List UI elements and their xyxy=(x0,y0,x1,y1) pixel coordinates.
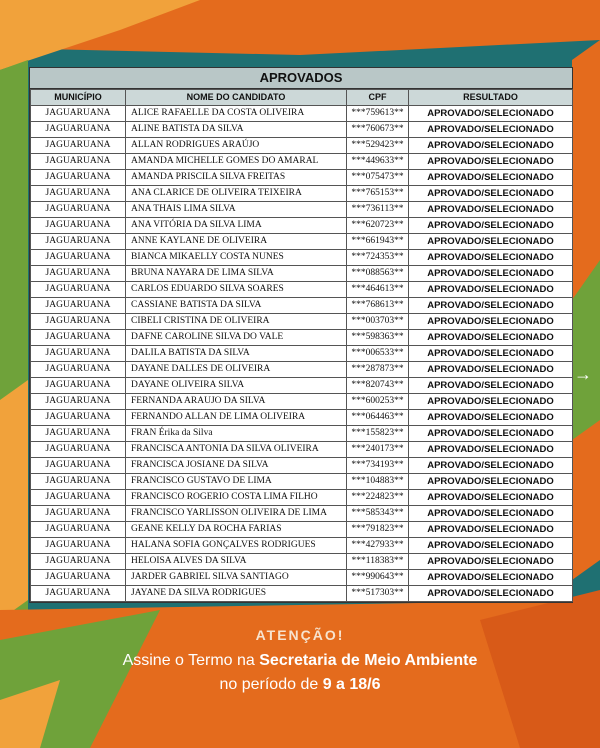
header-cpf: CPF xyxy=(347,90,409,106)
cell-cpf: ***064463** xyxy=(347,410,409,426)
table-row xyxy=(31,138,573,154)
cell-cpf: ***155823** xyxy=(347,426,409,442)
table-row xyxy=(31,522,573,538)
cell-municipio: JAGUARUANA xyxy=(31,442,126,458)
table-row xyxy=(31,266,573,282)
table-row xyxy=(31,426,573,442)
cell-nome: DALILA BATISTA DA SILVA xyxy=(126,346,347,362)
cell-nome: ALINE BATISTA DA SILVA xyxy=(126,122,347,138)
cell-cpf: ***449633** xyxy=(347,154,409,170)
cell-resultado: APROVADO/SELECIONADO xyxy=(409,490,573,506)
table-row xyxy=(31,346,573,362)
cell-resultado: APROVADO/SELECIONADO xyxy=(409,410,573,426)
cell-municipio: JAGUARUANA xyxy=(31,106,126,122)
table-row xyxy=(31,378,573,394)
table-row xyxy=(31,122,573,138)
notice-dates: 9 a 18/6 xyxy=(322,676,381,693)
cell-nome: DAYANE DALLES DE OLIVEIRA xyxy=(126,362,347,378)
cell-nome: FRANCISCO YARLISSON OLIVEIRA DE LIMA xyxy=(126,506,347,522)
cell-resultado: APROVADO/SELECIONADO xyxy=(409,138,573,154)
cell-nome: ALLAN RODRIGUES ARAÚJO xyxy=(126,138,347,154)
cell-municipio: JAGUARUANA xyxy=(31,346,126,362)
cell-nome: FRANCISCO GUSTAVO DE LIMA xyxy=(126,474,347,490)
cell-resultado: APROVADO/SELECIONADO xyxy=(409,538,573,554)
notice-line-2 xyxy=(0,676,600,694)
cell-cpf: ***598363** xyxy=(347,330,409,346)
cell-municipio: JAGUARUANA xyxy=(31,538,126,554)
table-row xyxy=(31,362,573,378)
cell-nome: ALICE RAFAELLE DA COSTA OLIVEIRA xyxy=(126,106,347,122)
cell-cpf: ***759613** xyxy=(347,106,409,122)
cell-cpf: ***427933** xyxy=(347,538,409,554)
cell-resultado: APROVADO/SELECIONADO xyxy=(409,314,573,330)
table-row xyxy=(31,506,573,522)
cell-municipio: JAGUARUANA xyxy=(31,282,126,298)
table-row xyxy=(31,298,573,314)
table-row xyxy=(31,218,573,234)
cell-municipio: JAGUARUANA xyxy=(31,138,126,154)
cell-municipio: JAGUARUANA xyxy=(31,186,126,202)
cell-cpf: ***736113** xyxy=(347,202,409,218)
cell-municipio: JAGUARUANA xyxy=(31,266,126,282)
notice-line-2-text: no período de xyxy=(219,676,323,693)
cell-resultado: APROVADO/SELECIONADO xyxy=(409,362,573,378)
cell-resultado: APROVADO/SELECIONADO xyxy=(409,122,573,138)
cell-resultado: APROVADO/SELECIONADO xyxy=(409,282,573,298)
cell-resultado: APROVADO/SELECIONADO xyxy=(409,474,573,490)
cell-nome: CASSIANE BATISTA DA SILVA xyxy=(126,298,347,314)
cell-nome: AMANDA PRISCILA SILVA FREITAS xyxy=(126,170,347,186)
cell-nome: JAYANE DA SILVA RODRIGUES xyxy=(126,586,347,602)
cell-nome: ANA THAIS LIMA SILVA xyxy=(126,202,347,218)
cell-resultado: APROVADO/SELECIONADO xyxy=(409,442,573,458)
cell-nome: BRUNA NAYARA DE LIMA SILVA xyxy=(126,266,347,282)
cell-resultado: APROVADO/SELECIONADO xyxy=(409,346,573,362)
attention-heading: ATENÇÃO! xyxy=(255,627,345,643)
cell-nome: DAFNE CAROLINE SILVA DO VALE xyxy=(126,330,347,346)
table-row xyxy=(31,474,573,490)
table-header-row xyxy=(31,90,573,106)
cell-cpf: ***768613** xyxy=(347,298,409,314)
notice-secretaria: Secretaria de Meio Ambiente xyxy=(259,652,478,669)
cell-municipio: JAGUARUANA xyxy=(31,170,126,186)
cell-nome: FRANCISCA JOSIANE DA SILVA xyxy=(126,458,347,474)
cell-municipio: JAGUARUANA xyxy=(31,394,126,410)
cell-resultado: APROVADO/SELECIONADO xyxy=(409,426,573,442)
cell-resultado: APROVADO/SELECIONADO xyxy=(409,570,573,586)
cell-resultado: APROVADO/SELECIONADO xyxy=(409,250,573,266)
cell-cpf: ***003703** xyxy=(347,314,409,330)
table-row xyxy=(31,234,573,250)
table-row xyxy=(31,442,573,458)
table-row xyxy=(31,250,573,266)
cell-municipio: JAGUARUANA xyxy=(31,218,126,234)
cell-nome: GEANE KELLY DA ROCHA FARIAS xyxy=(126,522,347,538)
table-row xyxy=(31,490,573,506)
cell-cpf: ***006533** xyxy=(347,346,409,362)
cell-nome: DAYANE OLIVEIRA SILVA xyxy=(126,378,347,394)
cell-cpf: ***620723** xyxy=(347,218,409,234)
cell-nome: FRAN Érika da Silva xyxy=(126,426,347,442)
cell-cpf: ***724353** xyxy=(347,250,409,266)
cell-municipio: JAGUARUANA xyxy=(31,122,126,138)
cell-resultado: APROVADO/SELECIONADO xyxy=(409,170,573,186)
cell-resultado: APROVADO/SELECIONADO xyxy=(409,298,573,314)
cell-nome: FRANCISCO ROGERIO COSTA LIMA FILHO xyxy=(126,490,347,506)
cell-municipio: JAGUARUANA xyxy=(31,506,126,522)
cell-municipio: JAGUARUANA xyxy=(31,154,126,170)
table-row xyxy=(31,170,573,186)
cell-nome: FERNANDO ALLAN DE LIMA OLIVEIRA xyxy=(126,410,347,426)
header-resultado: RESULTADO xyxy=(409,90,573,106)
notice-line-1-text: Assine o Termo na xyxy=(122,652,260,669)
cell-municipio: JAGUARUANA xyxy=(31,458,126,474)
table-row xyxy=(31,554,573,570)
cell-cpf: ***224823** xyxy=(347,490,409,506)
cell-cpf: ***820743** xyxy=(347,378,409,394)
cell-municipio: JAGUARUANA xyxy=(31,330,126,346)
cell-municipio: JAGUARUANA xyxy=(31,250,126,266)
cell-municipio: JAGUARUANA xyxy=(31,362,126,378)
cell-nome: ANA CLARICE DE OLIVEIRA TEIXEIRA xyxy=(126,186,347,202)
table-row xyxy=(31,458,573,474)
cell-resultado: APROVADO/SELECIONADO xyxy=(409,106,573,122)
cell-resultado: APROVADO/SELECIONADO xyxy=(409,394,573,410)
cell-resultado: APROVADO/SELECIONADO xyxy=(409,330,573,346)
cell-nome: ANA VITÓRIA DA SILVA LIMA xyxy=(126,218,347,234)
cell-cpf: ***287873** xyxy=(347,362,409,378)
cell-resultado: APROVADO/SELECIONADO xyxy=(409,522,573,538)
cell-nome: CARLOS EDUARDO SILVA SOARES xyxy=(126,282,347,298)
cell-municipio: JAGUARUANA xyxy=(31,490,126,506)
cell-resultado: APROVADO/SELECIONADO xyxy=(409,458,573,474)
table-title: APROVADOS xyxy=(30,68,572,89)
cell-nome: BIANCA MIKAELLY COSTA NUNES xyxy=(126,250,347,266)
cell-cpf: ***585343** xyxy=(347,506,409,522)
cell-cpf: ***118383** xyxy=(347,554,409,570)
cell-cpf: ***734193** xyxy=(347,458,409,474)
cell-municipio: JAGUARUANA xyxy=(31,570,126,586)
cell-nome: JARDER GABRIEL SILVA SANTIAGO xyxy=(126,570,347,586)
table-row xyxy=(31,186,573,202)
cell-cpf: ***661943** xyxy=(347,234,409,250)
cell-cpf: ***464613** xyxy=(347,282,409,298)
cell-municipio: JAGUARUANA xyxy=(31,378,126,394)
cell-cpf: ***075473** xyxy=(347,170,409,186)
cell-municipio: JAGUARUANA xyxy=(31,426,126,442)
cell-nome: FERNANDA ARAUJO DA SILVA xyxy=(126,394,347,410)
cell-cpf: ***760673** xyxy=(347,122,409,138)
table-row xyxy=(31,538,573,554)
cell-nome: ANNE KAYLANE DE OLIVEIRA xyxy=(126,234,347,250)
header-municipio: MUNICÍPIO xyxy=(31,90,126,106)
cell-resultado: APROVADO/SELECIONADO xyxy=(409,586,573,602)
cell-cpf: ***600253** xyxy=(347,394,409,410)
cell-nome: HELOISA ALVES DA SILVA xyxy=(126,554,347,570)
cell-resultado: APROVADO/SELECIONADO xyxy=(409,218,573,234)
cell-resultado: APROVADO/SELECIONADO xyxy=(409,378,573,394)
cell-municipio: JAGUARUANA xyxy=(31,586,126,602)
cell-municipio: JAGUARUANA xyxy=(31,410,126,426)
cell-cpf: ***791823** xyxy=(347,522,409,538)
cell-municipio: JAGUARUANA xyxy=(31,298,126,314)
next-arrow-icon[interactable]: → xyxy=(574,364,592,384)
table-row xyxy=(31,314,573,330)
cell-resultado: APROVADO/SELECIONADO xyxy=(409,554,573,570)
table-row xyxy=(31,330,573,346)
table-row xyxy=(31,106,573,122)
cell-nome: HALANA SOFIA GONÇALVES RODRIGUES xyxy=(126,538,347,554)
cell-nome: AMANDA MICHELLE GOMES DO AMARAL xyxy=(126,154,347,170)
table-row xyxy=(31,202,573,218)
cell-resultado: APROVADO/SELECIONADO xyxy=(409,266,573,282)
cell-cpf: ***240173** xyxy=(347,442,409,458)
approved-table xyxy=(29,67,573,603)
cell-municipio: JAGUARUANA xyxy=(31,474,126,490)
cell-municipio: JAGUARUANA xyxy=(31,554,126,570)
table-row xyxy=(31,410,573,426)
table-row xyxy=(31,282,573,298)
cell-municipio: JAGUARUANA xyxy=(31,522,126,538)
cell-cpf: ***529423** xyxy=(347,138,409,154)
cell-municipio: JAGUARUANA xyxy=(31,234,126,250)
cell-cpf: ***765153** xyxy=(347,186,409,202)
cell-resultado: APROVADO/SELECIONADO xyxy=(409,154,573,170)
cell-resultado: APROVADO/SELECIONADO xyxy=(409,186,573,202)
table-row xyxy=(31,154,573,170)
cell-resultado: APROVADO/SELECIONADO xyxy=(409,234,573,250)
cell-cpf: ***517303** xyxy=(347,586,409,602)
table-row xyxy=(31,394,573,410)
cell-nome: CIBELI CRISTINA DE OLIVEIRA xyxy=(126,314,347,330)
cell-cpf: ***088563** xyxy=(347,266,409,282)
table-row xyxy=(31,586,573,602)
notice-line-1 xyxy=(0,652,600,670)
cell-cpf: ***990643** xyxy=(347,570,409,586)
cell-resultado: APROVADO/SELECIONADO xyxy=(409,202,573,218)
header-nome: NOME DO CANDIDATO xyxy=(126,90,347,106)
cell-cpf: ***104883** xyxy=(347,474,409,490)
cell-municipio: JAGUARUANA xyxy=(31,314,126,330)
cell-municipio: JAGUARUANA xyxy=(31,202,126,218)
cell-nome: FRANCISCA ANTONIA DA SILVA OLIVEIRA xyxy=(126,442,347,458)
cell-resultado: APROVADO/SELECIONADO xyxy=(409,506,573,522)
table-row xyxy=(31,570,573,586)
